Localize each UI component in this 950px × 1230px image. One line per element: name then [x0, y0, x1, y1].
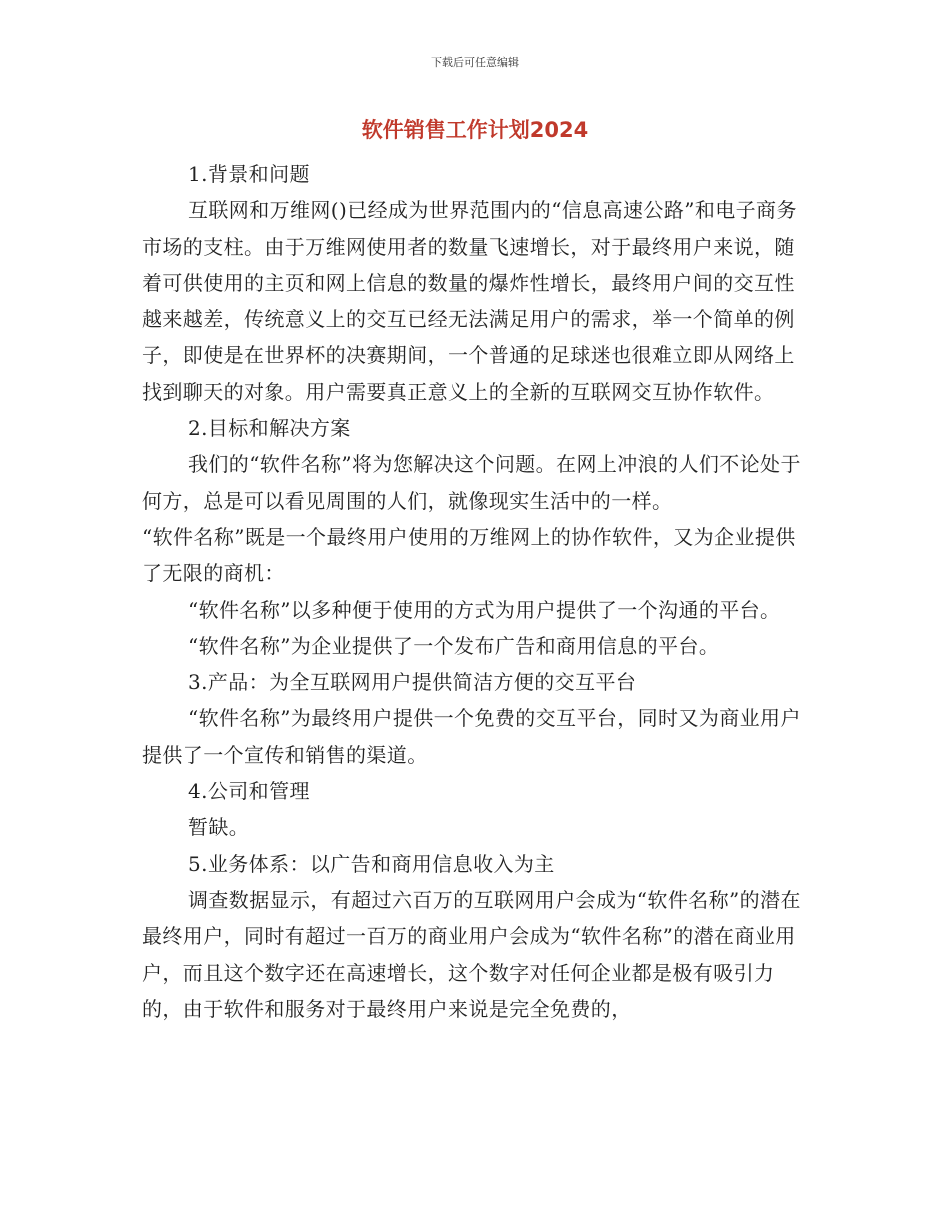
paragraph-product: “软件名称”为最终用户提供一个免费的交互平台，同时又为商业用户提供了一个宣传和销售的渠道。	[142, 706, 801, 767]
document-body	[142, 156, 802, 1027]
section-heading-4: 4.公司和管理	[188, 779, 310, 804]
section-heading-3: 3.产品：为全互联网用户提供简洁方便的交互平台	[188, 670, 637, 695]
paragraph-management: 暂缺。	[188, 815, 250, 840]
section-heading-1: 1.背景和问题	[188, 162, 310, 186]
paragraph-business-model: 调查数据显示，有超过六百万的互联网用户会成为“软件名称”的潜在最终用户，同时有超过一百万的商业用户会成为“软件名称”的潜在商业用户，而且这个数字还在高速增长，这个数字对任何企业都是极有吸引力的，由于软件和服务对于最终用户来说是完全免费的，	[142, 887, 801, 1021]
paragraph-platform-users: “软件名称”以多种便于使用的方式为用户提供了一个沟通的平台。	[188, 597, 781, 622]
header-note: 下载后可任意编辑	[431, 56, 519, 69]
document-title: 软件销售工作计划2024	[361, 118, 589, 142]
paragraph-platform-business: “软件名称”为企业提供了一个发布广告和商用信息的平台。	[188, 633, 720, 658]
paragraph-solution-cont: “软件名称”既是一个最终用户使用的万维网上的协作软件，又为企业提供了无限的商机：	[142, 524, 796, 586]
section-heading-5: 5.业务体系：以广告和商用信息收入为主	[188, 851, 555, 876]
paragraph-background: 互联网和万维网()已经成为世界范围内的“信息高速公路”和电子商务市场的支柱。由于万维网使用者的数量飞速增长，对于最终用户来说，随着可供使用的主页和网上信息的数量的爆炸性增长，最终用户间的交互性越来越差，传统意义上的交互已经无法满足用户的需求，举一个简单的例子，即使是在世界杯的决赛期间，一个普通的足球迷也很难立即从网络上找到聊天的对象。用户需要真正意义上的全新的互联网交互协作软件。	[142, 198, 797, 404]
paragraph-solution: 我们的“软件名称”将为您解决这个问题。在网上冲浪的人们不论处于何方，总是可以看见周围的人们，就像现实生活中的一样。	[142, 452, 801, 513]
section-heading-2: 2.目标和解决方案	[188, 416, 351, 441]
